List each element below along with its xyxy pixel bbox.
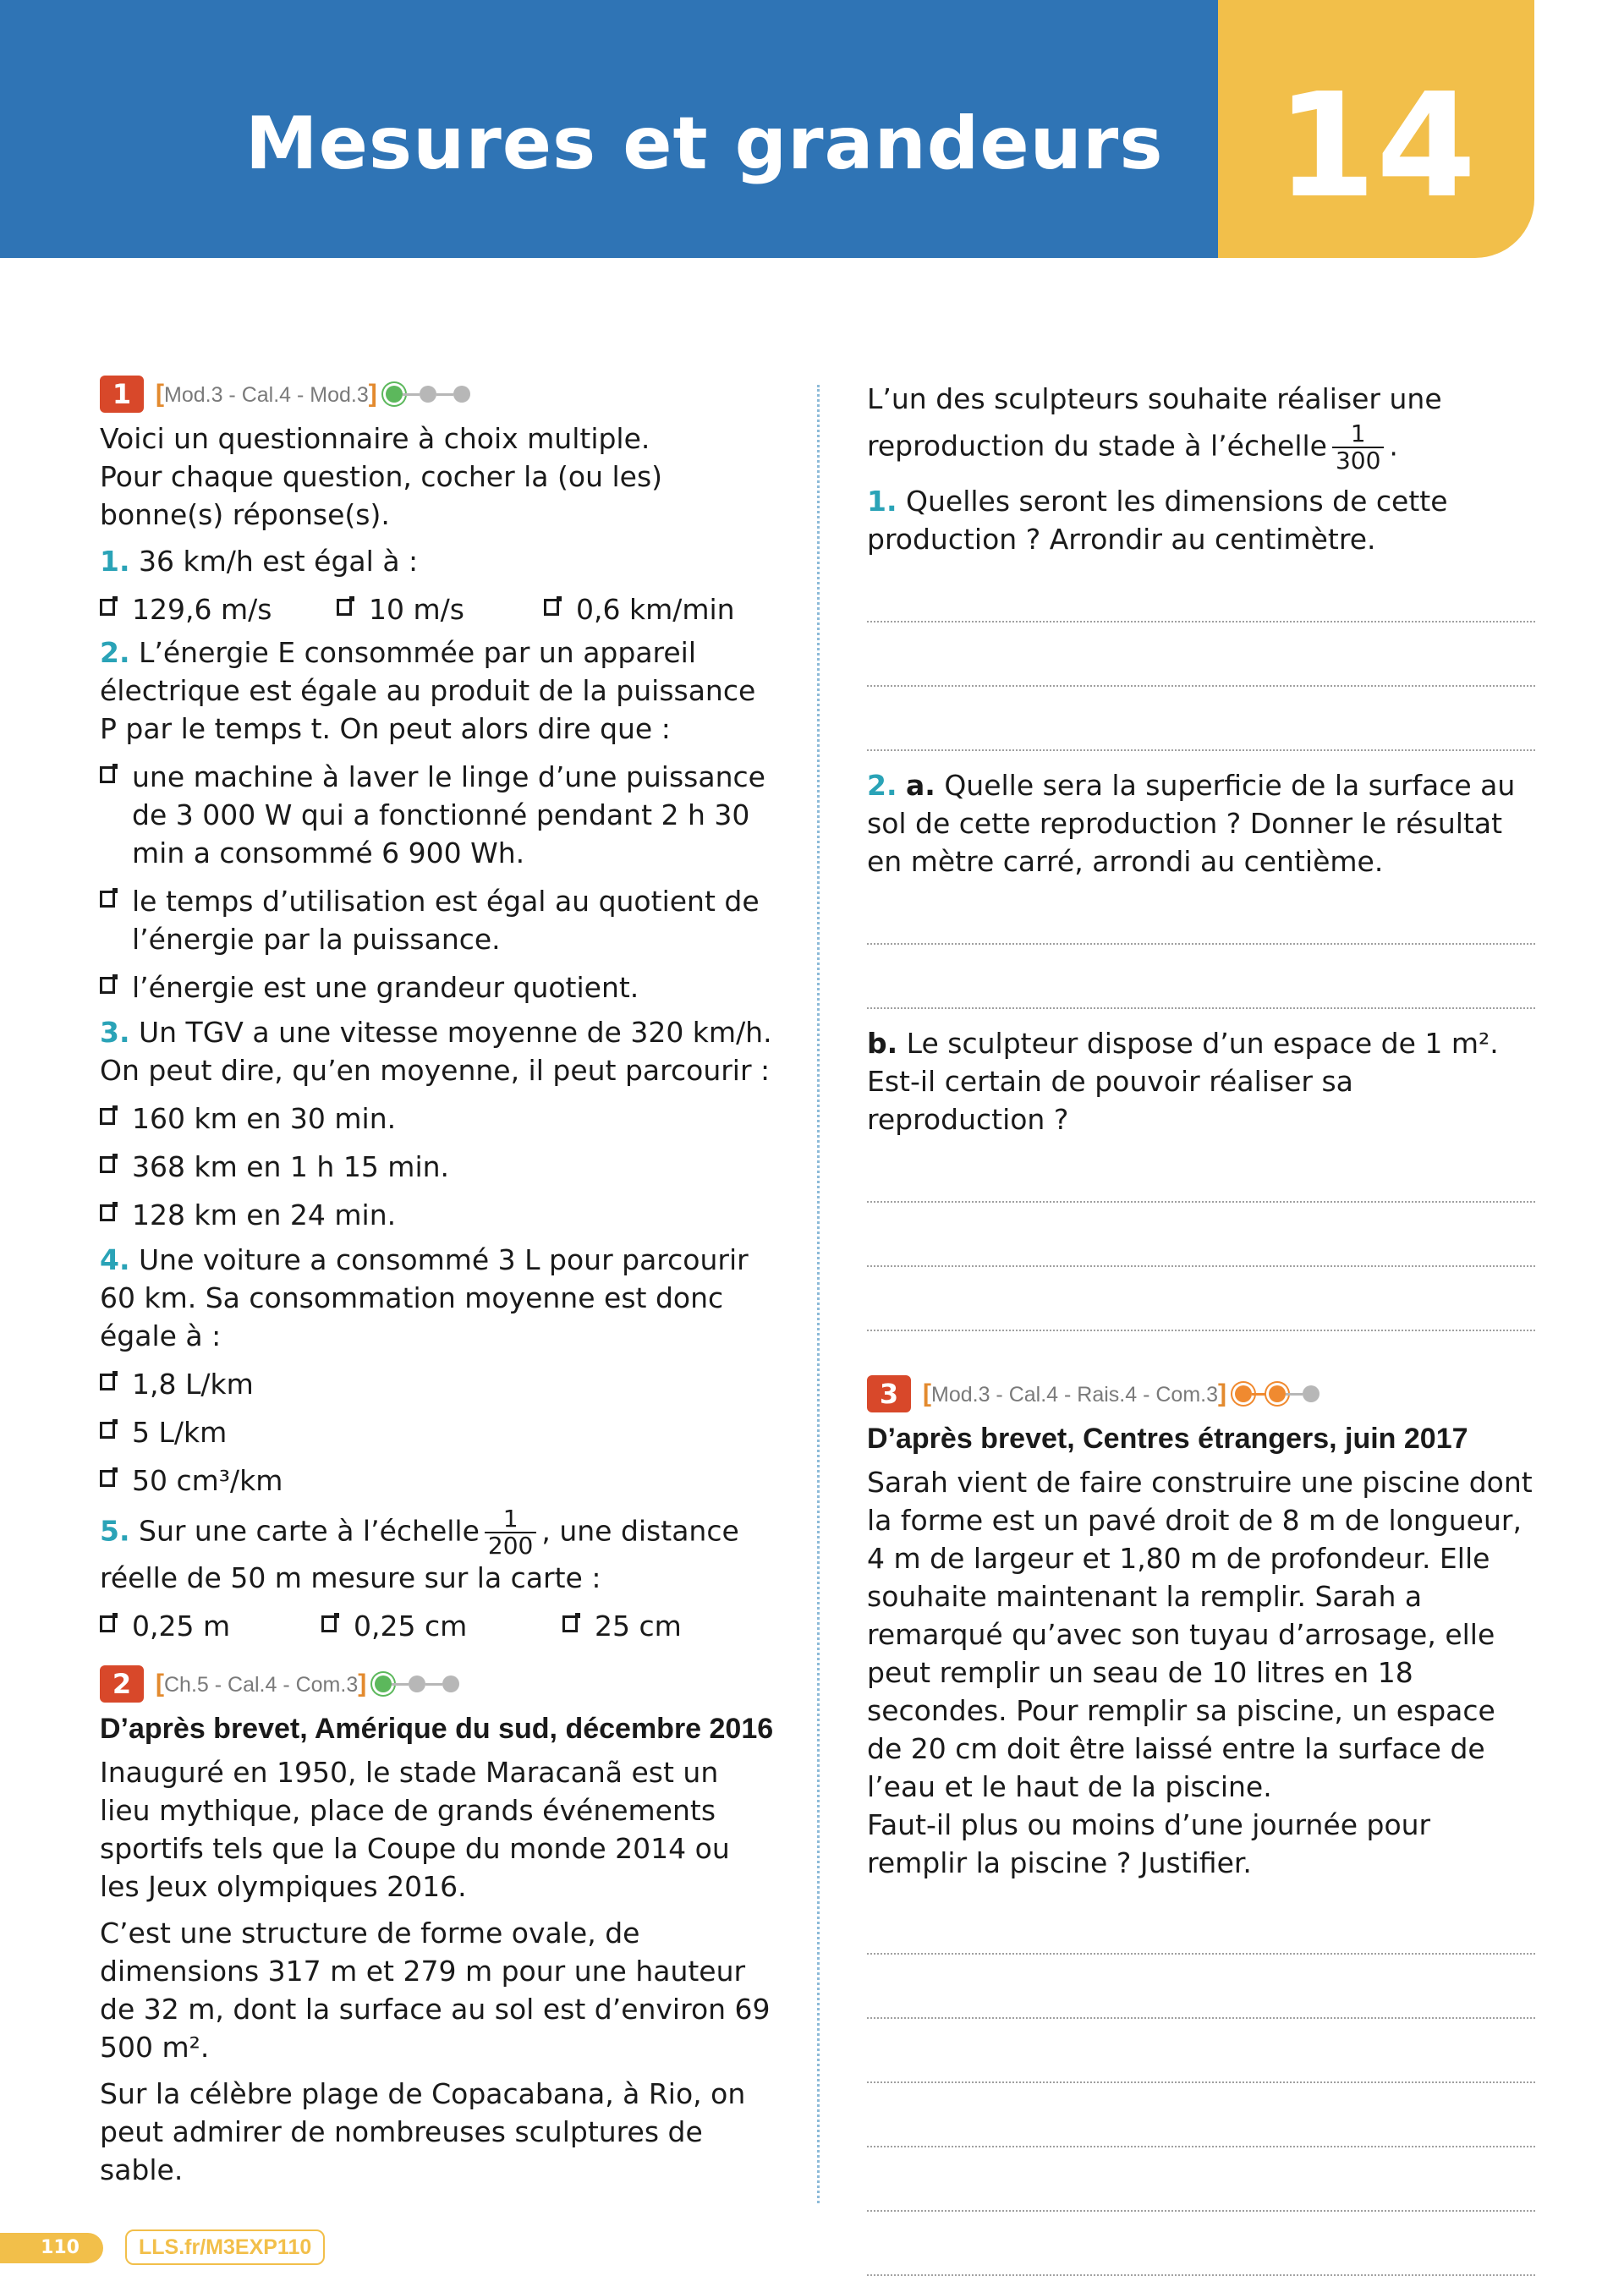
option-label: 368 km en 1 h 15 min. bbox=[132, 1150, 450, 1183]
fraction-denominator: 200 bbox=[487, 1532, 534, 1560]
answer-options-row bbox=[100, 590, 776, 628]
column-divider bbox=[817, 385, 820, 2203]
chapter-number-box bbox=[1218, 0, 1534, 258]
sub-question-label: b. bbox=[867, 1027, 898, 1060]
question-text: Le sculpteur dispose d’un espace de 1 m². Est-il certain de pouvoir réaliser sa reproduction ? bbox=[867, 1027, 1499, 1136]
scale-fraction bbox=[485, 1506, 536, 1559]
fraction-denominator: 300 bbox=[1335, 447, 1381, 474]
difficulty-dot-active bbox=[386, 386, 403, 403]
resource-link[interactable]: LLS.fr/M3EXP110 bbox=[125, 2229, 325, 2265]
question-number: 4. bbox=[100, 1243, 130, 1276]
answer-line[interactable] bbox=[867, 1203, 1535, 1267]
competency-tags: [Ch.5 - Cal.4 - Com.3] bbox=[156, 1670, 367, 1697]
answer-option[interactable] bbox=[100, 1462, 776, 1500]
answer-area[interactable] bbox=[867, 558, 1535, 751]
answer-line[interactable] bbox=[867, 687, 1535, 751]
checkbox-icon[interactable] bbox=[100, 977, 115, 994]
competency-tags-text: Ch.5 - Cal.4 - Com.3 bbox=[164, 1673, 359, 1697]
checkbox-icon[interactable] bbox=[100, 1204, 115, 1221]
answer-line[interactable] bbox=[867, 1267, 1535, 1331]
checkbox-icon[interactable] bbox=[100, 1615, 115, 1632]
difficulty-dot-active bbox=[1269, 1385, 1286, 1402]
answer-line[interactable] bbox=[867, 2019, 1535, 2083]
answer-line[interactable] bbox=[867, 1138, 1535, 1203]
option-label: 0,25 m bbox=[132, 1610, 231, 1643]
option-label: 160 km en 30 min. bbox=[132, 1102, 397, 1135]
answer-line[interactable] bbox=[867, 1890, 1535, 1955]
chapter-title: Mesures et grandeurs bbox=[245, 101, 1164, 186]
checkbox-icon[interactable] bbox=[100, 1108, 115, 1125]
chapter-number: 14 bbox=[1276, 63, 1477, 230]
fraction-numerator: 1 bbox=[1332, 421, 1384, 448]
competency-tags-text: Mod.3 - Cal.4 - Mod.3 bbox=[164, 383, 369, 407]
exercise-question: Faut-il plus ou moins d’une journée pour remplir la piscine ? Justifier. bbox=[867, 1808, 1431, 1879]
difficulty-dot bbox=[409, 1675, 425, 1692]
answer-option[interactable] bbox=[337, 590, 544, 628]
question-number: 5. bbox=[100, 1514, 130, 1548]
competency-tags: [Mod.3 - Cal.4 - Mod.3] bbox=[156, 380, 377, 408]
answer-option[interactable] bbox=[100, 1100, 776, 1138]
question-text: Quelle sera la superficie de la surface au sol de cette reproduction ? Donner le résultat en mètre carré, arrondi au centième. bbox=[867, 769, 1516, 878]
question-text: Quelles seront les dimensions de cette production ? Arrondir au centimètre. bbox=[867, 485, 1448, 556]
answer-area[interactable] bbox=[867, 1138, 1535, 1331]
answer-line[interactable] bbox=[867, 2083, 1535, 2147]
option-label: 25 cm bbox=[595, 1610, 682, 1643]
question-text: L’énergie E consommée par un appareil électrique est égale au produit de la puissance P par le temps t. On peut alors dire que : bbox=[100, 636, 756, 745]
answer-area[interactable] bbox=[867, 1890, 1535, 2276]
answer-option[interactable] bbox=[100, 1365, 776, 1403]
exercise-paragraph: L’un des sculpteurs souhaite réaliser une reproduction du stade à l’échelle $\frac{1}{300}$ . bbox=[867, 382, 1442, 474]
option-label: l’énergie est une grandeur quotient. bbox=[132, 971, 639, 1004]
option-label: 0,6 km/min bbox=[576, 593, 735, 626]
exercise-intro: Voici un questionnaire à choix multiple. bbox=[100, 422, 650, 455]
option-label: une machine à laver le linge d’une puissance de 3 000 W qui a fonctionné pendant 2 h 30 min a consommé 6 900 Wh. bbox=[132, 760, 765, 869]
paragraph-text: L’un des sculpteurs souhaite réaliser une reproduction du stade à l’échelle bbox=[867, 382, 1442, 463]
question-text: Un TGV a une vitesse moyenne de 320 km/h. On peut dire, qu’en moyenne, il peut parcourir : bbox=[100, 1016, 772, 1087]
difficulty-dot-active bbox=[1235, 1385, 1252, 1402]
checkbox-icon[interactable] bbox=[321, 1615, 337, 1632]
checkbox-icon[interactable] bbox=[100, 766, 115, 783]
option-label: 10 m/s bbox=[369, 593, 464, 626]
question-number: 2. bbox=[867, 769, 897, 802]
checkbox-icon[interactable] bbox=[544, 599, 559, 616]
exercise-instruction: Pour chaque question, cocher la (ou les) bonne(s) réponse(s). bbox=[100, 460, 663, 531]
checkbox-icon[interactable] bbox=[100, 1156, 115, 1173]
difficulty-indicator bbox=[386, 386, 470, 403]
answer-line[interactable] bbox=[867, 945, 1535, 1009]
difficulty-indicator bbox=[1235, 1385, 1320, 1402]
question-number: 3. bbox=[100, 1016, 130, 1049]
question-number: 2. bbox=[100, 636, 130, 669]
option-label: 1,8 L/km bbox=[132, 1368, 254, 1401]
page-number: 110 bbox=[0, 2233, 103, 2263]
exercise-source-title: D’après brevet, Amérique du sud, décembre 2016 bbox=[100, 1713, 774, 1745]
answer-option[interactable] bbox=[100, 968, 776, 1006]
answer-area[interactable] bbox=[867, 880, 1535, 1009]
answer-option[interactable] bbox=[100, 1148, 776, 1186]
answer-line[interactable] bbox=[867, 880, 1535, 945]
checkbox-icon[interactable] bbox=[337, 599, 352, 616]
answer-option[interactable] bbox=[100, 590, 337, 628]
question-3 bbox=[100, 1013, 776, 1089]
checkbox-icon[interactable] bbox=[562, 1615, 578, 1632]
option-label: 50 cm³/km bbox=[132, 1464, 283, 1497]
exercise-3-header bbox=[867, 1372, 1535, 1416]
answer-option[interactable] bbox=[100, 758, 776, 872]
question-2a bbox=[867, 766, 1535, 880]
answer-line[interactable] bbox=[867, 1955, 1535, 2019]
exercise-2-header bbox=[100, 1662, 776, 1706]
answer-options-row bbox=[100, 1607, 776, 1645]
exercise-paragraph: Sarah vient de faire construire une piscine dont la forme est un pavé droit de 8 m de longueur, 4 m de largeur et 1,80 m de profondeur. Elle souhaite maintenant la remplir. Sarah a remarqué qu’avec son tuyau d’arrosage, elle peut remplir un seau de 10 litres en 18 secondes. Pour remplir sa piscine, un espace de 20 cm doit être laissé entre la surface de l’eau et le haut de la piscine. bbox=[867, 1466, 1533, 1803]
question-5 bbox=[100, 1506, 776, 1597]
question-2b bbox=[867, 1024, 1535, 1138]
question-2 bbox=[100, 633, 776, 748]
fraction-numerator: 1 bbox=[485, 1506, 536, 1533]
exercise-number-badge: 2 bbox=[100, 1665, 144, 1703]
checkbox-icon[interactable] bbox=[100, 1422, 115, 1439]
question-text-continued: , une distance réelle de 50 m mesure sur la carte : bbox=[100, 1514, 739, 1594]
question-text: Une voiture a consommé 3 L pour parcourir 60 km. Sa consommation moyenne est donc égale à : bbox=[100, 1243, 749, 1352]
difficulty-dot-active bbox=[375, 1675, 392, 1692]
competency-tags: [Mod.3 - Cal.4 - Rais.4 - Com.3] bbox=[923, 1379, 1226, 1407]
option-label: le temps d’utilisation est égal au quotient de l’énergie par la puissance. bbox=[132, 885, 760, 956]
question-text: Sur une carte à l’échelle bbox=[139, 1514, 480, 1548]
option-label: 129,6 m/s bbox=[132, 593, 272, 626]
exercise-paragraph: C’est une structure de forme ovale, de dimensions 317 m et 279 m pour une hauteur de 32 m, dont la surface au sol est d’environ 69 500 m². bbox=[100, 1917, 771, 2064]
answer-option[interactable] bbox=[100, 1413, 776, 1451]
exercise-1-header bbox=[100, 372, 776, 416]
difficulty-dot bbox=[1303, 1385, 1320, 1402]
question-1 bbox=[100, 542, 776, 580]
checkbox-icon[interactable] bbox=[100, 599, 115, 616]
question-4 bbox=[100, 1241, 776, 1355]
competency-tags-text: Mod.3 - Cal.4 - Rais.4 - Com.3 bbox=[931, 1383, 1218, 1407]
exercise-paragraph: Sur la célèbre plage de Copacabana, à Rio, on peut admirer de nombreuses sculptures de sable. bbox=[100, 2077, 746, 2186]
sub-question-label: a. bbox=[906, 769, 935, 802]
answer-option[interactable] bbox=[100, 1607, 321, 1645]
question-text: 36 km/h est égal à : bbox=[139, 545, 419, 578]
question-1 bbox=[867, 482, 1535, 558]
option-label: 0,25 cm bbox=[354, 1610, 468, 1643]
difficulty-dot bbox=[420, 386, 436, 403]
difficulty-indicator bbox=[375, 1675, 459, 1692]
exercise-paragraph: Inauguré en 1950, le stade Maracanã est un lieu mythique, place de grands événements sportifs tels que la Coupe du monde 2014 ou les Jeux olympiques 2016. bbox=[100, 1756, 730, 1903]
left-column bbox=[100, 372, 776, 2189]
answer-option[interactable] bbox=[544, 590, 735, 628]
answer-line[interactable] bbox=[867, 558, 1535, 622]
answer-line[interactable] bbox=[867, 2147, 1535, 2212]
difficulty-dot bbox=[453, 386, 470, 403]
exercise-source-title: D’après brevet, Centres étrangers, juin 2017 bbox=[867, 1423, 1468, 1455]
checkbox-icon[interactable] bbox=[100, 891, 115, 908]
answer-line[interactable] bbox=[867, 622, 1535, 687]
option-label: 5 L/km bbox=[132, 1416, 228, 1449]
answer-option[interactable] bbox=[562, 1607, 682, 1645]
answer-option[interactable] bbox=[100, 1196, 776, 1234]
right-column bbox=[867, 377, 1535, 2276]
answer-option[interactable] bbox=[321, 1607, 562, 1645]
scale-fraction bbox=[1332, 421, 1384, 474]
answer-line[interactable] bbox=[867, 2212, 1535, 2276]
question-number: 1. bbox=[100, 545, 130, 578]
checkbox-icon[interactable] bbox=[100, 1374, 115, 1390]
checkbox-icon[interactable] bbox=[100, 1470, 115, 1487]
difficulty-dot bbox=[442, 1675, 459, 1692]
answer-option[interactable] bbox=[100, 882, 776, 958]
exercise-number-badge: 1 bbox=[100, 376, 144, 413]
exercise-number-badge: 3 bbox=[867, 1375, 911, 1412]
question-number: 1. bbox=[867, 485, 897, 518]
option-label: 128 km en 24 min. bbox=[132, 1198, 397, 1231]
chapter-header bbox=[0, 0, 1218, 258]
